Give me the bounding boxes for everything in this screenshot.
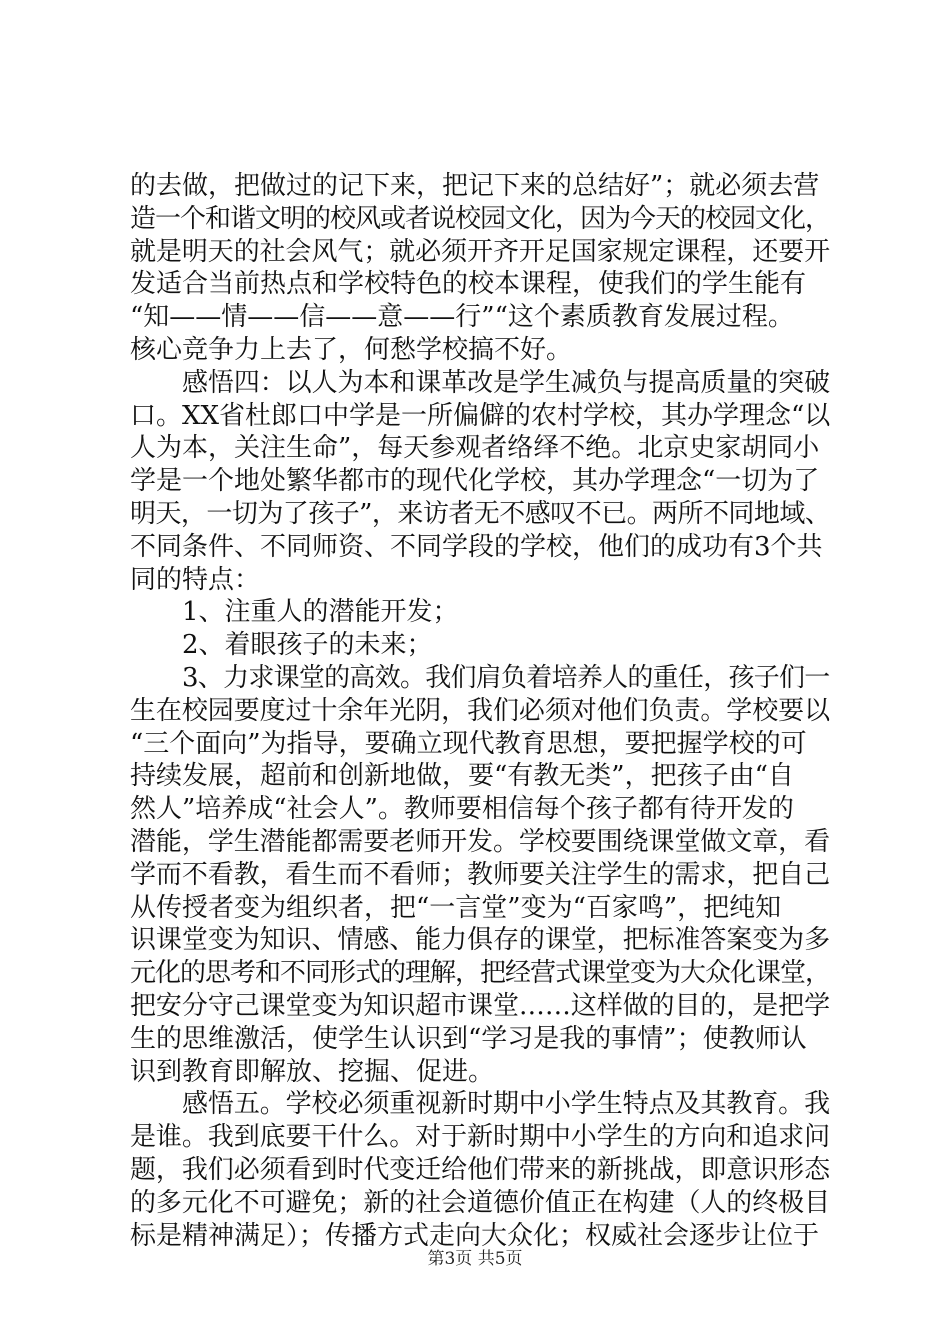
text-line: 题，我们必须看到时代变迁给他们带来的新挑战，即意识形态 (130, 1154, 831, 1185)
text-line: 识到教育即解放、挖掘、促进。 (130, 1056, 495, 1087)
text-line: 把安分守己课堂变为知识超市课堂……这样做的目的，是把学 (130, 990, 831, 1021)
text-line: 标是精神满足）；传播方式走向大众化；权威社会逐步让位于 (130, 1220, 820, 1251)
text-line: 生的思维激活，使学生认识到“学习是我的事情”；使教师认 (130, 1023, 807, 1054)
text-line: 生在校园要度过十余年光阴，我们必须对他们负责。学校要以 (130, 695, 831, 726)
text-line: 潜能，学生潜能都需要老师开发。学校要围绕课堂做文章，看 (130, 826, 831, 857)
text-line: 人为本，关注生命”，每天参观者络绎不绝。北京史家胡同小 (130, 433, 820, 464)
text-line: 的多元化不可避免；新的社会道德价值正在构建（人的终极目 (130, 1187, 831, 1218)
text-line: 从传授者变为组织者，把“一言堂”变为“百家鸣”，把纯知 (130, 892, 782, 923)
text-line: 持续发展，超前和创新地做，要“有教无类”，把孩子由“自 (130, 761, 794, 792)
text-line: 3、力求课堂的高效。我们肩负着培养人的重任，孩子们一 (182, 662, 830, 693)
text-line: 的去做，把做过的记下来，把记下来的总结好”；就必须去营 (130, 171, 820, 201)
text-line: 学是一个地处繁华都市的现代化学校，其办学理念“一切为了 (130, 466, 820, 497)
text-line: 感悟四：以人为本和课革改是学生减负与提高质量的突破 (182, 367, 831, 398)
text-line: 是谁。我到底要干什么。对于新时期中小学生的方向和追求问 (130, 1122, 831, 1153)
text-line: 口。XX省杜郎口中学是一所偏僻的农村学校，其办学理念“以 (130, 400, 831, 431)
text-line: 识课堂变为知识、情感、能力俱存的课堂，把标准答案变为多 (130, 925, 831, 956)
text-line: 不同条件、不同师资、不同学段的学校，他们的成功有3个共 (130, 531, 823, 562)
text-line: 同的特点： (130, 564, 261, 595)
text-line: 学而不看教，看生而不看师；教师要关注学生的需求，把自己 (130, 859, 831, 890)
page-footer: 第3页 共5页 (427, 1249, 523, 1269)
text-line: 然人”培养成“社会人”。教师要相信每个孩子都有待开发的 (130, 794, 794, 825)
text-line: 元化的思考和不同形式的理解，把经营式课堂变为大众化课堂， (130, 958, 831, 989)
text-line: “三个面向”为指导，要确立现代教育思想，要把握学校的可 (130, 728, 807, 759)
text-line: 就是明天的社会风气；就必须开齐开足国家规定课程，还要开 (130, 236, 831, 267)
text-line: 1、注重人的潜能开发； (182, 597, 459, 628)
text-line: 造一个和谐文明的校风或者说校园文化，因为今天的校园文化， (130, 203, 831, 234)
text-line: 感悟五。学校必须重视新时期中小学生特点及其教育。我 (182, 1089, 831, 1120)
body-text (130, 170, 830, 1252)
text-line: 发适合当前热点和学校特色的校本课程，使我们的学生能有 (130, 269, 807, 300)
text-line: “知——情——信——意——行”“这个素质教育发展过程。 (130, 302, 794, 333)
text-line: 核心竞争力上去了，何愁学校搞不好。 (130, 334, 573, 365)
text-line: 2、着眼孩子的未来； (182, 630, 433, 661)
text-line: 明天，一切为了孩子”，来访者无不感叹不已。两所不同地域、 (130, 498, 831, 529)
